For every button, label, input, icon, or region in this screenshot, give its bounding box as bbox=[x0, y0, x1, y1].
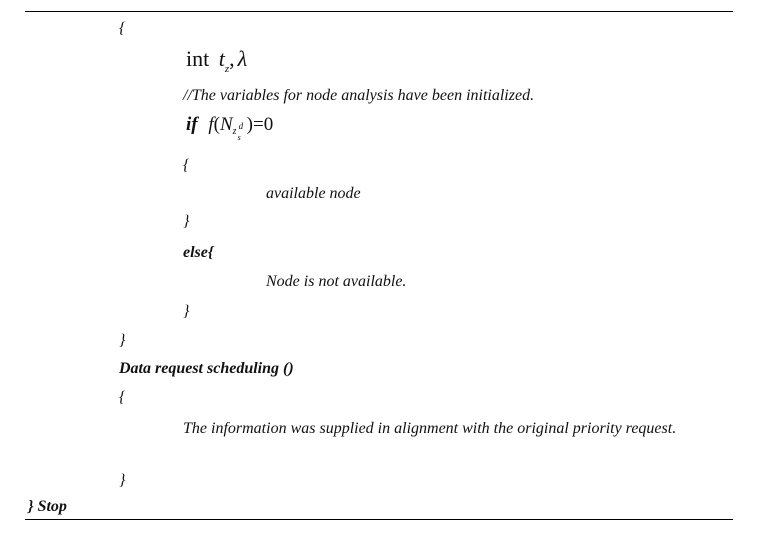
sub-z: z bbox=[232, 126, 237, 137]
else-line: else{ bbox=[183, 244, 214, 261]
stop-line: } Stop bbox=[28, 498, 67, 515]
variable-declaration bbox=[186, 46, 248, 75]
brace-open-if: { bbox=[183, 157, 190, 174]
comment-line: //The variables for node analysis have been initialized. bbox=[183, 87, 535, 104]
bottom-rule bbox=[25, 519, 733, 520]
if-condition bbox=[186, 114, 274, 142]
brace-close-else: } bbox=[183, 303, 190, 320]
var-t: t bbox=[218, 46, 225, 71]
node-not-available-text: Node is not available. bbox=[266, 273, 407, 290]
int-keyword: int bbox=[186, 46, 210, 71]
lambda-symbol: λ bbox=[237, 46, 248, 71]
sub-s: s bbox=[237, 133, 241, 142]
var-N: N bbox=[219, 114, 233, 135]
if-keyword: if bbox=[186, 114, 198, 135]
available-node-text: available node bbox=[266, 185, 361, 202]
top-rule bbox=[25, 11, 733, 12]
brace-close-outer: } bbox=[119, 332, 126, 349]
paren-open: ( bbox=[213, 114, 220, 135]
function-heading: Data request scheduling () bbox=[119, 360, 294, 377]
brace-open-func: { bbox=[119, 389, 126, 406]
information-text: The information was supplied in alignment with the original priority request. bbox=[183, 420, 677, 437]
comma: , bbox=[229, 46, 235, 71]
N-subscript bbox=[232, 120, 247, 142]
brace-close-func: } bbox=[119, 472, 126, 489]
func-f: f bbox=[208, 114, 214, 135]
brace-open-outer: { bbox=[119, 20, 126, 37]
brace-close-if: } bbox=[183, 213, 190, 230]
subscript-z: z bbox=[224, 63, 230, 75]
sup-d: d bbox=[238, 121, 244, 131]
equals-zero: )=0 bbox=[246, 114, 274, 135]
